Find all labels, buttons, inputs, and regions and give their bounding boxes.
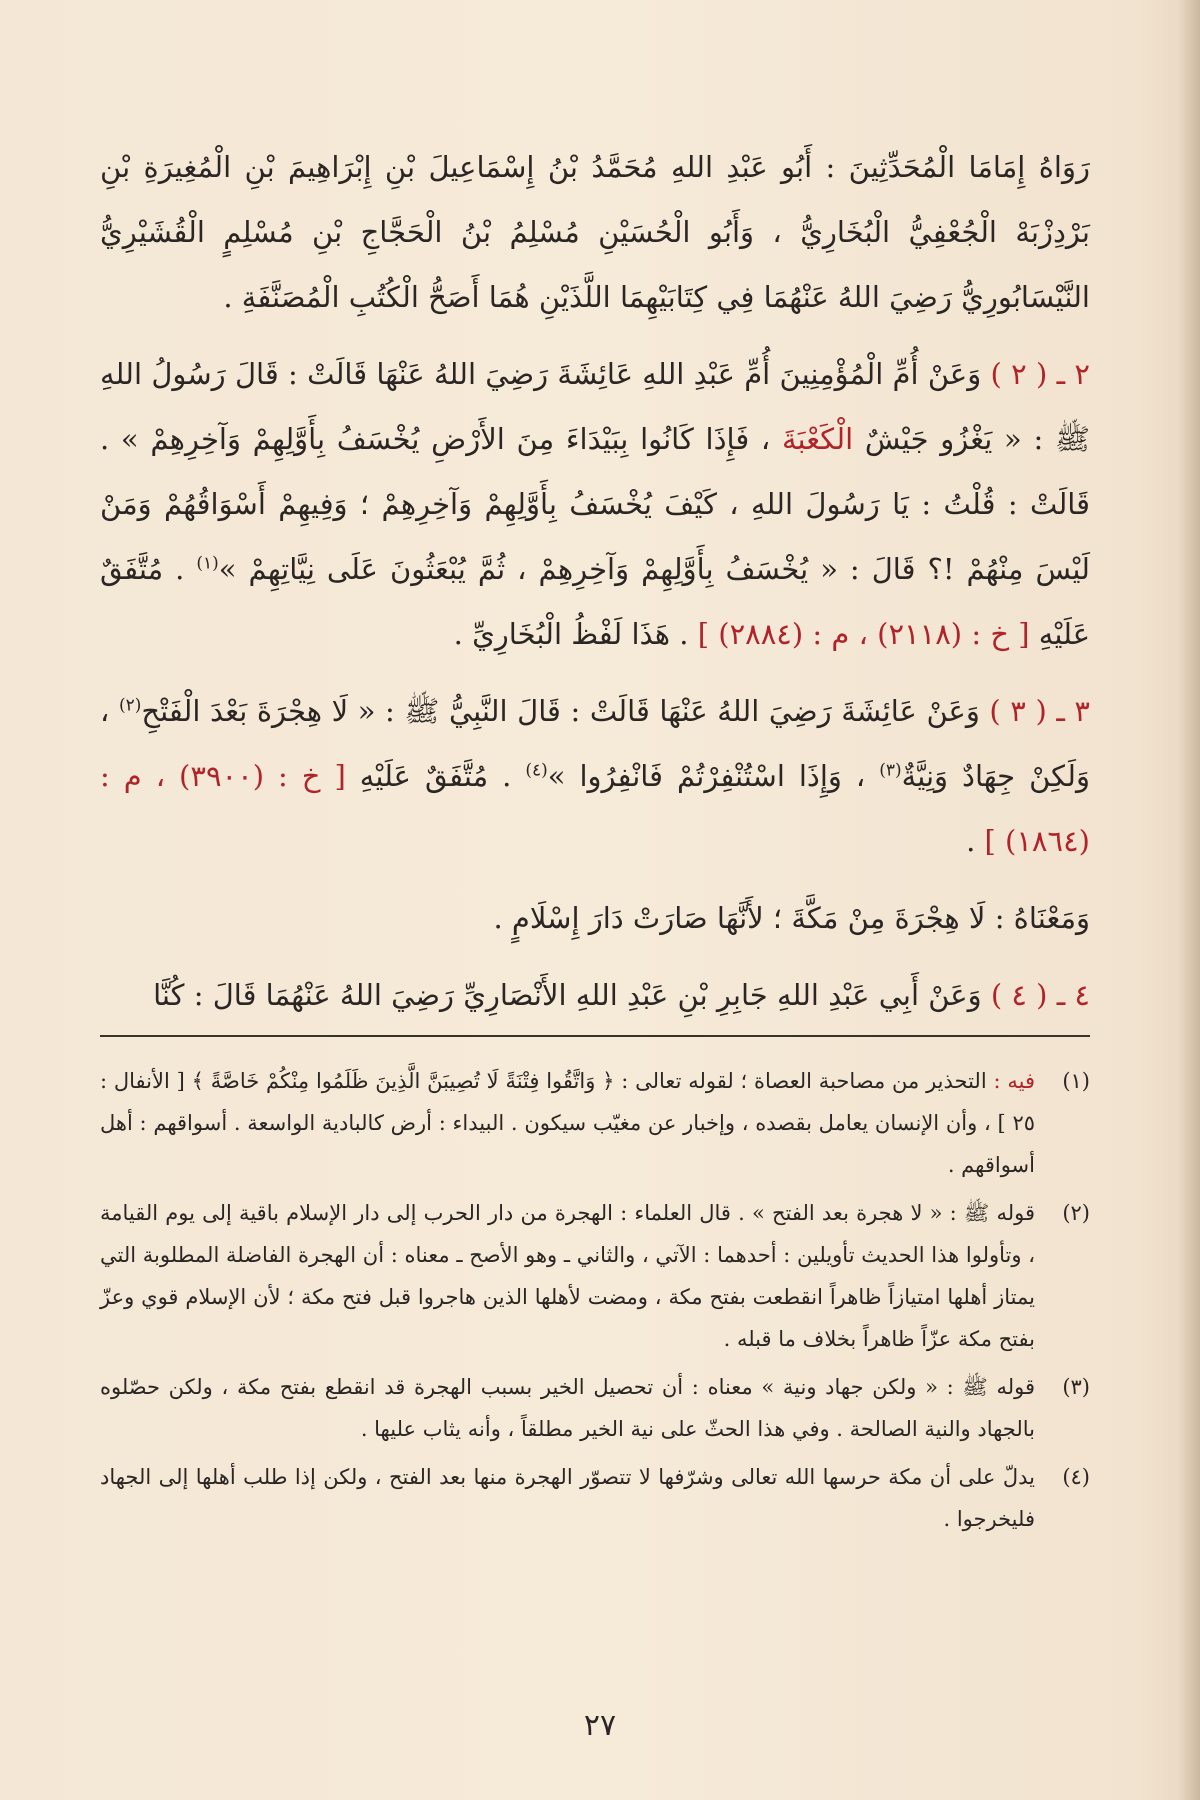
hadith-2-reference: [ خ : (٢١١٨) ، م : (٢٨٨٤) ] — [697, 617, 1030, 651]
page-edge-shadow — [1178, 0, 1200, 1800]
hadith-3-text3: ، وَإِذَا اسْتُنْفِرْتُمْ فَانْفِرُوا » — [547, 759, 866, 793]
footnote-4-text: يدلّ على أن مكة حرسها الله تعالى وشرّفها لا تتصوّر الهجرة منها بعد الفتح ، ولكن إذا طلب أهلها إلى الجهاد فليخرجوا . — [100, 1465, 1035, 1531]
footnote-2-number: (٢) — [1062, 1201, 1090, 1225]
hadith-3-text4: . مُتَّفَقٌ عَلَيْهِ — [359, 759, 512, 793]
meaning-text: وَمَعْنَاهُ : لَا هِجْرَةَ مِنْ مَكَّةَ ؛ لأَنَّهَا صَارَتْ دَارَ إِسْلَامٍ . — [493, 901, 1090, 935]
hadith-3-reference: [ خ : (٣٩٠٠) ، م : (١٨٦٤) ] — [100, 759, 1090, 858]
hadith-3-text5: . — [966, 824, 976, 858]
footnote-2 — [100, 1192, 1090, 1360]
hadith-3-text: وَعَنْ عَائِشَةَ رَضِيَ اللهُ عَنْهَا قَالَتْ : قَالَ النَّبِيُّ ﷺ : « لَا هِجْرَةَ بَعْدَ الْفَتْحِ — [141, 694, 980, 728]
footnote-1 — [100, 1060, 1090, 1186]
hadith-2-number: ٢ ـ ( ٢ ) — [990, 357, 1090, 391]
paragraph-meaning — [100, 886, 1090, 951]
footnote-ref-3: (٣) — [879, 760, 902, 781]
hadith-2 — [100, 342, 1090, 667]
footnote-3-text: قوله ﷺ : « ولكن جهاد ونية » معناه : أن تحصيل الخير بسبب الهجرة قد انقطع بفتح مكة ، ولكن حصّلوه بالجهاد والنية الصالحة . وفي هذا الحثّ على نية الخير مطلقاً ، وأنه يثاب عليها . — [100, 1375, 1035, 1441]
hadith-4-text: وَعَنْ أَبِي عَبْدِ اللهِ جَابِرِ بْنِ عَبْدِ اللهِ الأَنْصَارِيِّ رَضِيَ اللهُ عَنْهُمَا قَالَ : كُنَّا — [153, 978, 982, 1012]
hadith-2-text4: . هَذَا لَفْظُ الْبُخَارِيِّ . — [453, 617, 689, 651]
footnote-1-number: (١) — [1062, 1069, 1090, 1093]
page-number: ٢٧ — [583, 1708, 617, 1743]
hadith-3-text2: ، وَلَكِنْ جِهَادٌ وَنِيَّةٌ — [100, 694, 1091, 793]
footnote-1-label: فيه : — [993, 1069, 1035, 1093]
footnotes — [100, 1060, 1090, 1546]
hadith-2-text2: ، فَإِذَا كَانُوا بِبَيْدَاءَ مِنَ الأَرْضِ يُخْسَفُ بِأَوَّلِهِمْ وَآخِرِهِمْ » . قَالَتْ : قُلْتُ : يَا رَسُولَ اللهِ ، كَيْفَ يُخْسَفُ بِأَوَّلِهِمْ وَآخِرِهِمْ ؛ وَفِيهِمْ أَسْوَاقُهُمْ وَمَنْ لَيْسَ مِنْهُمْ !؟ قَالَ : « يُخْسَفُ بِأَوَّلِهِمْ وَآخِرِهِمْ ، ثُمَّ يُبْعَثُونَ عَلَى نِيَّاتِهِمْ » — [100, 422, 1090, 586]
hadith-3 — [100, 679, 1090, 874]
hadith-2-text3: . مُتَّفَقٌ عَلَيْهِ — [100, 552, 1090, 651]
hadith-4 — [100, 963, 1090, 1028]
footnote-ref-1: (١) — [196, 553, 219, 574]
hadith-3-number: ٣ ـ ( ٣ ) — [989, 694, 1090, 728]
footnote-divider — [100, 1035, 1090, 1037]
hadith-2-text: وَعَنْ أُمِّ الْمُؤْمِنِينَ أُمِّ عَبْدِ اللهِ عَائِشَةَ رَضِيَ اللهُ عَنْهَا قَالَتْ : قَالَ رَسُولُ اللهِ ﷺ : « يَغْزُو جَيْشٌ — [100, 357, 1091, 456]
footnote-4-number: (٤) — [1062, 1465, 1090, 1489]
paragraph-1-text: رَوَاهُ إِمَامَا الْمُحَدِّثِينَ : أَبُو عَبْدِ اللهِ مُحَمَّدُ بْنُ إِسْمَاعِيلَ بْنِ إِبْرَاهِيمَ بْنِ الْمُغِيرَةِ بْنِ بَرْدِزْبَهْ الْجُعْفِيُّ الْبُخَارِيُّ ، وَأَبُو الْحُسَيْنِ مُسْلِمُ بْنُ الْحَجَّاجِ بْنِ مُسْلِمٍ الْقُشَيْرِيُّ النَّيْسَابُورِيُّ رَضِيَ اللهُ عَنْهُمَا فِي كِتَابَيْهِمَا اللَّذَيْنِ هُمَا أَصَحُّ الْكُتُبِ الْمُصَنَّفَةِ . — [100, 150, 1090, 314]
footnote-3-number: (٣) — [1062, 1375, 1090, 1399]
footnote-1-text: التحذير من مصاحبة العصاة ؛ لقوله تعالى : ﴿ وَاتَّقُوا فِتْنَةً لَا تُصِيبَنَّ الَّذِينَ ظَلَمُوا مِنْكُمْ خَاصَّةً ﴾ [ الأنفال : ٢٥ ] ، وأن الإنسان يعامل بقصده ، وإخبار عن مغيّب سيكون . البيداء : أرض كالبادية الواسعة . أسواقهم : أهل أسواقهم . — [100, 1069, 1035, 1177]
footnote-ref-2: (٢) — [118, 695, 142, 716]
hadith-4-number: ٤ ـ ( ٤ ) — [990, 978, 1090, 1012]
footnote-1-body — [100, 1060, 1035, 1186]
main-text — [100, 135, 1090, 1040]
paragraph-1 — [100, 135, 1090, 330]
footnote-4 — [100, 1456, 1090, 1540]
footnote-ref-4: (٤) — [525, 760, 548, 781]
hadith-2-red-word: الْكَعْبَةَ — [781, 422, 854, 456]
footnote-3 — [100, 1366, 1090, 1450]
footnote-2-text: قوله ﷺ : « لا هجرة بعد الفتح » . قال العلماء : الهجرة من دار الحرب إلى دار الإسلام باقية إلى يوم القيامة ، وتأولوا هذا الحديث تأويلين : أحدهما : الآتي ، والثاني ـ وهو الأصح ـ معناه : أن الهجرة الفاضلة المطلوبة التي يمتاز أهلها امتيازاً ظاهراً انقطعت بفتح مكة ، ومضت لأهلها الذين هاجروا قبل فتح مكة ؛ لأن الإسلام قوي وعزّ بفتح مكة عزّاً ظاهراً بخلاف ما قبله . — [100, 1201, 1035, 1351]
